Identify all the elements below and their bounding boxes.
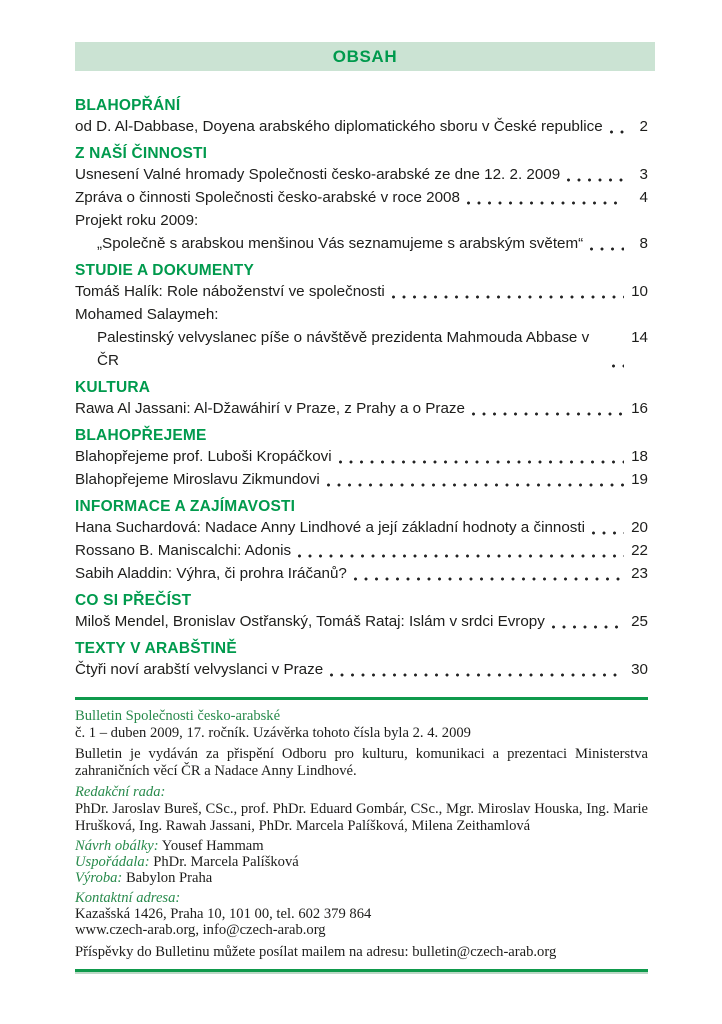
editor-line [75, 854, 648, 870]
dot-leader [330, 673, 624, 677]
contact-address-label: Kontaktní adresa: [75, 890, 181, 906]
toc-page-number: 16 [631, 400, 648, 417]
address-line-1: Kazašská 1426, Praha 10, 101 00, tel. 602 379 864 [75, 906, 372, 922]
colophon-divider-rule [75, 697, 648, 700]
toc-section [75, 591, 648, 633]
toc-entry [75, 303, 648, 326]
toc-entry-text: od D. Al-Dabbase, Doyena arabského diplomatického sboru v České republice [75, 118, 603, 135]
editor-value: PhDr. Marcela Palíšková [153, 854, 299, 870]
toc-section-heading: CO SI PŘEČÍST [75, 592, 192, 609]
toc-entry-text: Čtyři noví arabští velvyslanci v Praze [75, 661, 324, 678]
toc-page-number: 19 [631, 471, 648, 488]
dot-leader [298, 554, 624, 558]
dot-leader [590, 247, 624, 251]
toc-section [75, 378, 648, 420]
toc-page-number: 10 [631, 283, 648, 300]
toc-page-number: 3 [639, 166, 648, 183]
toc-entry [75, 397, 648, 420]
toc-entry-text: Miloš Mendel, Bronislav Ostřanský, Tomáš Rataj: Islám v srdci Evropy [75, 613, 545, 630]
support-note: Bulletin je vydáván za přispění Odboru pro kulturu, komunikaci a prezentaci Ministerstva zahraničních věcí ČR a Nadace Anny Lindhové. [75, 746, 648, 779]
toc-section [75, 144, 648, 255]
toc-page-number: 18 [631, 448, 648, 465]
toc-entry [75, 516, 648, 539]
toc-entry-text: Rawa Al Jassani: Al-Džawáhirí v Praze, z Prahy a o Praze [75, 400, 465, 417]
cover-design-line [75, 838, 648, 854]
contents-title-bar [75, 42, 655, 71]
toc-entry [75, 209, 648, 232]
toc-entry-text: Usnesení Valné hromady Společnosti česko-arabské ze dne 12. 2. 2009 [75, 166, 561, 183]
toc-section-heading: BLAHOPŘÁNÍ [75, 97, 181, 114]
credits-block [75, 838, 648, 886]
dot-leader [592, 531, 624, 535]
toc-section [75, 639, 648, 681]
contents-title: OBSAH [332, 46, 398, 66]
toc-page-number: 14 [631, 329, 648, 346]
dot-leader [392, 295, 624, 299]
toc-entry [75, 468, 648, 491]
editor-label: Uspořádala: [75, 854, 150, 870]
toc-entry-text: Palestinský velvyslanec píše o návštěvě prezidenta Mahmouda Abbase v ČR [97, 329, 590, 369]
toc-page-number: 23 [631, 565, 648, 582]
toc-entry-text: Mohamed Salaymeh: [75, 306, 219, 323]
bottom-rule [75, 969, 648, 972]
dot-leader [354, 577, 624, 581]
toc-page-number: 22 [631, 542, 648, 559]
toc-entry-text: Hana Suchardová: Nadace Anny Lindhové a její základní hodnoty a činnosti [75, 519, 585, 536]
toc-entry-text: Zpráva o činnosti Společnosti česko-arabské v roce 2008 [75, 189, 460, 206]
dot-leader [339, 460, 624, 464]
table-of-contents [75, 96, 648, 681]
toc-page-number: 25 [631, 613, 648, 630]
production-line [75, 870, 648, 886]
dot-leader [552, 625, 624, 629]
toc-entry [75, 186, 648, 209]
toc-page-number: 30 [631, 661, 648, 678]
dot-leader [327, 483, 624, 487]
toc-section-heading: BLAHOPŘEJEME [75, 427, 207, 444]
cover-design-label: Návrh obálky: [75, 838, 159, 854]
toc-section-heading: INFORMACE A ZAJÍMAVOSTI [75, 498, 296, 515]
toc-page-number: 2 [639, 118, 648, 135]
toc-section-heading: STUDIE A DOKUMENTY [75, 262, 254, 279]
dot-leader [472, 412, 624, 416]
toc-entry-text: Blahopřejeme Miroslavu Zikmundovi [75, 471, 320, 488]
toc-section-heading: KULTURA [75, 379, 151, 396]
editorial-board-label: Redakční rada: [75, 784, 166, 800]
toc-section-heading: Z NAŠÍ ČINNOSTI [75, 145, 208, 162]
toc-entry-text: Blahopřejeme prof. Luboši Kropáčkovi [75, 448, 332, 465]
toc-section [75, 96, 648, 138]
toc-entry-text: „Společně s arabskou menšinou Vás seznamujeme s arabským světem“ [97, 235, 584, 252]
toc-entry [75, 539, 648, 562]
toc-entry [75, 610, 648, 633]
contact-block [75, 890, 648, 938]
toc-page-number: 20 [631, 519, 648, 536]
toc-page-number: 4 [639, 189, 648, 206]
editorial-board-names: PhDr. Jaroslav Bureš, CSc., prof. PhDr. Eduard Gombár, CSc., Mgr. Miroslav Houska, Ing. Marie Hrušková, Ing. Rawah Jassani, PhDr. Marcela Palíšková, Milena Zeithamlová [75, 801, 648, 834]
toc-entry-text: Sabih Aladdin: Výhra, či prohra Iráčanů? [75, 565, 347, 582]
toc-section [75, 497, 648, 585]
toc-entry [75, 445, 648, 468]
toc-section [75, 426, 648, 491]
dot-leader [467, 201, 624, 205]
toc-entry [75, 115, 648, 138]
toc-entry [75, 232, 648, 255]
toc-page-number: 8 [639, 235, 648, 252]
production-value: Babylon Praha [125, 870, 213, 886]
toc-entry-text: Rossano B. Maniscalchi: Adonis [75, 542, 292, 559]
cover-design-value: Yousef Hammam [161, 838, 264, 854]
toc-entry-text: Projekt roku 2009: [75, 212, 199, 229]
toc-entry [75, 326, 648, 372]
toc-section [75, 261, 648, 372]
dot-leader [567, 178, 624, 182]
dot-leader [610, 130, 624, 134]
toc-entry [75, 163, 648, 186]
toc-entry [75, 280, 648, 303]
publication-title: Bulletin Společnosti česko-arabské [75, 708, 281, 724]
submission-note: Příspěvky do Bulletinu můžete posílat mailem na adresu: bulletin@czech-arab.org [75, 944, 557, 960]
production-label: Výroba: [75, 870, 123, 886]
toc-entry-text: Tomáš Halík: Role náboženství ve společnosti [75, 283, 385, 300]
toc-entry [75, 658, 648, 681]
colophon [75, 708, 648, 961]
toc-section-heading: TEXTY V ARABŠTINĚ [75, 640, 237, 657]
toc-entry [75, 562, 648, 585]
issue-line: č. 1 – duben 2009, 17. ročník. Uzávěrka tohoto čísla byla 2. 4. 2009 [75, 725, 471, 741]
address-line-2: www.czech-arab.org, info@czech-arab.org [75, 922, 326, 938]
dot-leader [612, 364, 624, 368]
